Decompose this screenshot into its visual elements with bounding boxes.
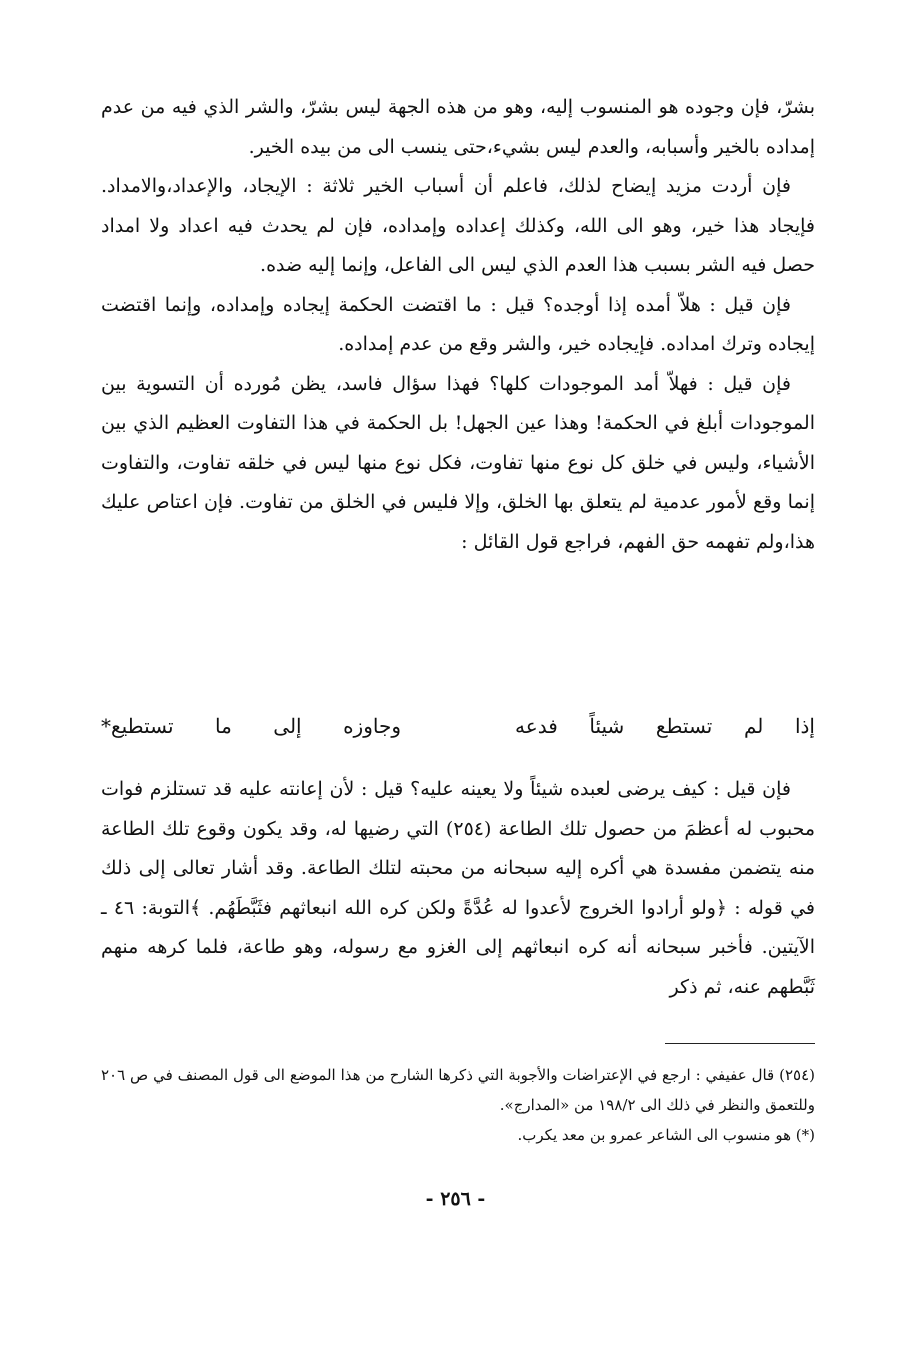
paragraph: فإن أردت مزيد إيضاح لذلك، فاعلم أن أسباب الخير ثلاثة : الإيجاد، والإعداد،والامداد. فإيجاد هذا خير، وهو الى الله، وكذلك إعداده وإمداده، فإن لم يحدث فيه اعداد ولا امداد حصل فيه الشر بسبب هذا العدم الذي ليس الى الفاعل، وإنما إليه ضده. — [101, 175, 815, 276]
main-text — [101, 88, 815, 562]
verse-hemistich-2 — [101, 714, 401, 738]
verse-word: تستطع — [655, 714, 713, 738]
verse-word: إذا — [794, 714, 815, 738]
footnotes — [101, 1060, 815, 1150]
verse-word: ما — [215, 714, 232, 738]
verse-word: وجاوزه — [343, 714, 401, 738]
paragraph: فإن قيل : كيف يرضى لعبده شيئاً ولا يعينه عليه؟ قيل : لأن إعانته عليه قد تستلزم فوات محبوب له أعظمَ من حصول تلك الطاعة (٢٥٤) التي رضيها له، وقد يكون وقوع تلك الطاعة منه يتضمن مفسدة هي أكره إليه سبحانه من محبته لتلك الطاعة. وقد أشار تعالى إلى ذلك في قوله : ﴿ولو أرادوا الخروج لأعدوا له عُدَّةً ولكن كره الله انبعاثهم فثَبَّطَهُم. ﴾التوبة: ٤٦ ـ الآيتين. فأخبر سبحانه أنه كره انبعاثهم إلى الغزو مع رسوله، وهو طاعة، فلما كرهه منهم ثَبَّطهم عنه، ثم ذكر — [101, 778, 816, 998]
paragraph: بشرّ، فإن وجوده هو المنسوب إليه، وهو من هذه الجهة ليس بشرّ، والشر الذي فيه من عدم إمداده بالخير وأسبابه، والعدم ليس بشيء،حتى ينسب الى من بيده الخير. — [101, 96, 815, 158]
poem-verse — [101, 706, 815, 746]
verse-word: لم — [743, 714, 764, 738]
paragraph: فإن قيل : فهلاّ أمد الموجودات كلها؟ فهذا سؤال فاسد، يظن مُورده أن التسوية بين الموجودات أبلغ في الحكمة! وهذا عين الجهل! بل الحكمة في هذا التفاوت العظيم الذي بين الأشياء، وليس في خلق كل نوع منها تفاوت، فكل نوع منها ليس في خلقه تفاوت، والتفاوت إنما وقع لأمور عدمية لم يتعلق بها الخلق، وإلا فليس في الخلق من تفاوت. فإن اعتاص عليك هذا،ولم تفهمه حق الفهم، فراجع قول القائل : — [101, 372, 815, 553]
footnote: (*) هو منسوب الى الشاعر عمرو بن معد يكرب. — [517, 1126, 815, 1144]
page-number: - ٢٥٦ - — [425, 1188, 486, 1210]
verse-word: فدعه — [515, 714, 558, 738]
footnote-divider — [665, 1043, 815, 1044]
verse-hemistich-1 — [515, 714, 815, 738]
paragraph: فإن قيل : هلاّ أمده إذا أوجده؟ قيل : ما اقتضت الحكمة إيجاده وإمداده، وإنما اقتضت إيجاده وترك امداده. فإيجاده خير، والشر وقع من عدم إمداده. — [101, 293, 815, 355]
verse-word: شيئاً — [589, 714, 625, 738]
verse-word: تستطيع* — [101, 714, 174, 738]
footnote: (٢٥٤) قال عفيفي : ارجع في الإعتراضات والأجوبة التي ذكرها الشارح من هذا الموضع الى قول المصنف في ص ٢٠٦ وللتعمق والنظر في ذلك الى ١٩٨/٢ من «المدارج». — [101, 1066, 815, 1114]
main-text-continued — [101, 770, 815, 1007]
verse-word: إلى — [273, 714, 302, 738]
